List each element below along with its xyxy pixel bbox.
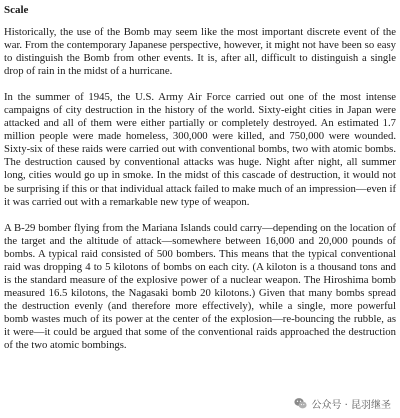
watermark-text: 公众号 · 昆羽继圣 <box>311 400 391 411</box>
paragraph-b29-bomber: A B-29 bomber flying from the Mariana Islands could carry—depending on the location of the target and the altitude of attack—somewhere between 16,000 and 20,000 pounds of bombs. A typical raid consisted of 500 bombers. This means that the typical conventional raid was dropping 4 to 5 kilotons of bombs on each city. (A kiloton is a thousand tons and is the standard measure of the explosive power of a nuclear weapon. The Hiroshima bomb measured 16.5 kilotons, the Nagasaki bomb 20 kilotons.) Given that many bombs spread the destruction evenly (and therefore more effectively), while a single, more powerful bomb wastes much of its power at the center of the explosion—re-bouncing the rubble, as it were—it could be argued that some of the conventional raids approached the destruction of the two atomic bombings. <box>4 221 396 352</box>
paragraph-intro: Historically, the use of the Bomb may seem like the most important discrete event of the war. From the contemporary Japanese perspective, however, it might not have been so easy to distinguish the Bomb from other events. It is, after all, difficult to distinguish a single drop of rain in the midst of a hurricane. <box>4 26 396 78</box>
paragraph-summer-1945: In the summer of 1945, the U.S. Army Air Force carried out one of the most intense campaigns of city destruction in the history of the world. Sixty-eight cities in Japan were attacked and all of them were either partially or completely destroyed. An estimated 1.7 million people were made homeless, 300,000 were killed, and 750,000 were wounded. Sixty-six of these raids were carried out with conventional bombs, two with atomic bombs. The destruction caused by conventional attacks was huge. Night after night, all summer long, cities would go up in smoke. In the midst of this cascade of destruction, it would not be surprising if this or that individual attack failed to make much of an impression—even if it was carried out with a remarkable new type of weapon. <box>4 91 396 208</box>
document-body <box>4 3 396 365</box>
section-heading: Scale <box>4 4 29 16</box>
watermark <box>291 395 394 412</box>
wechat-icon <box>294 397 307 410</box>
